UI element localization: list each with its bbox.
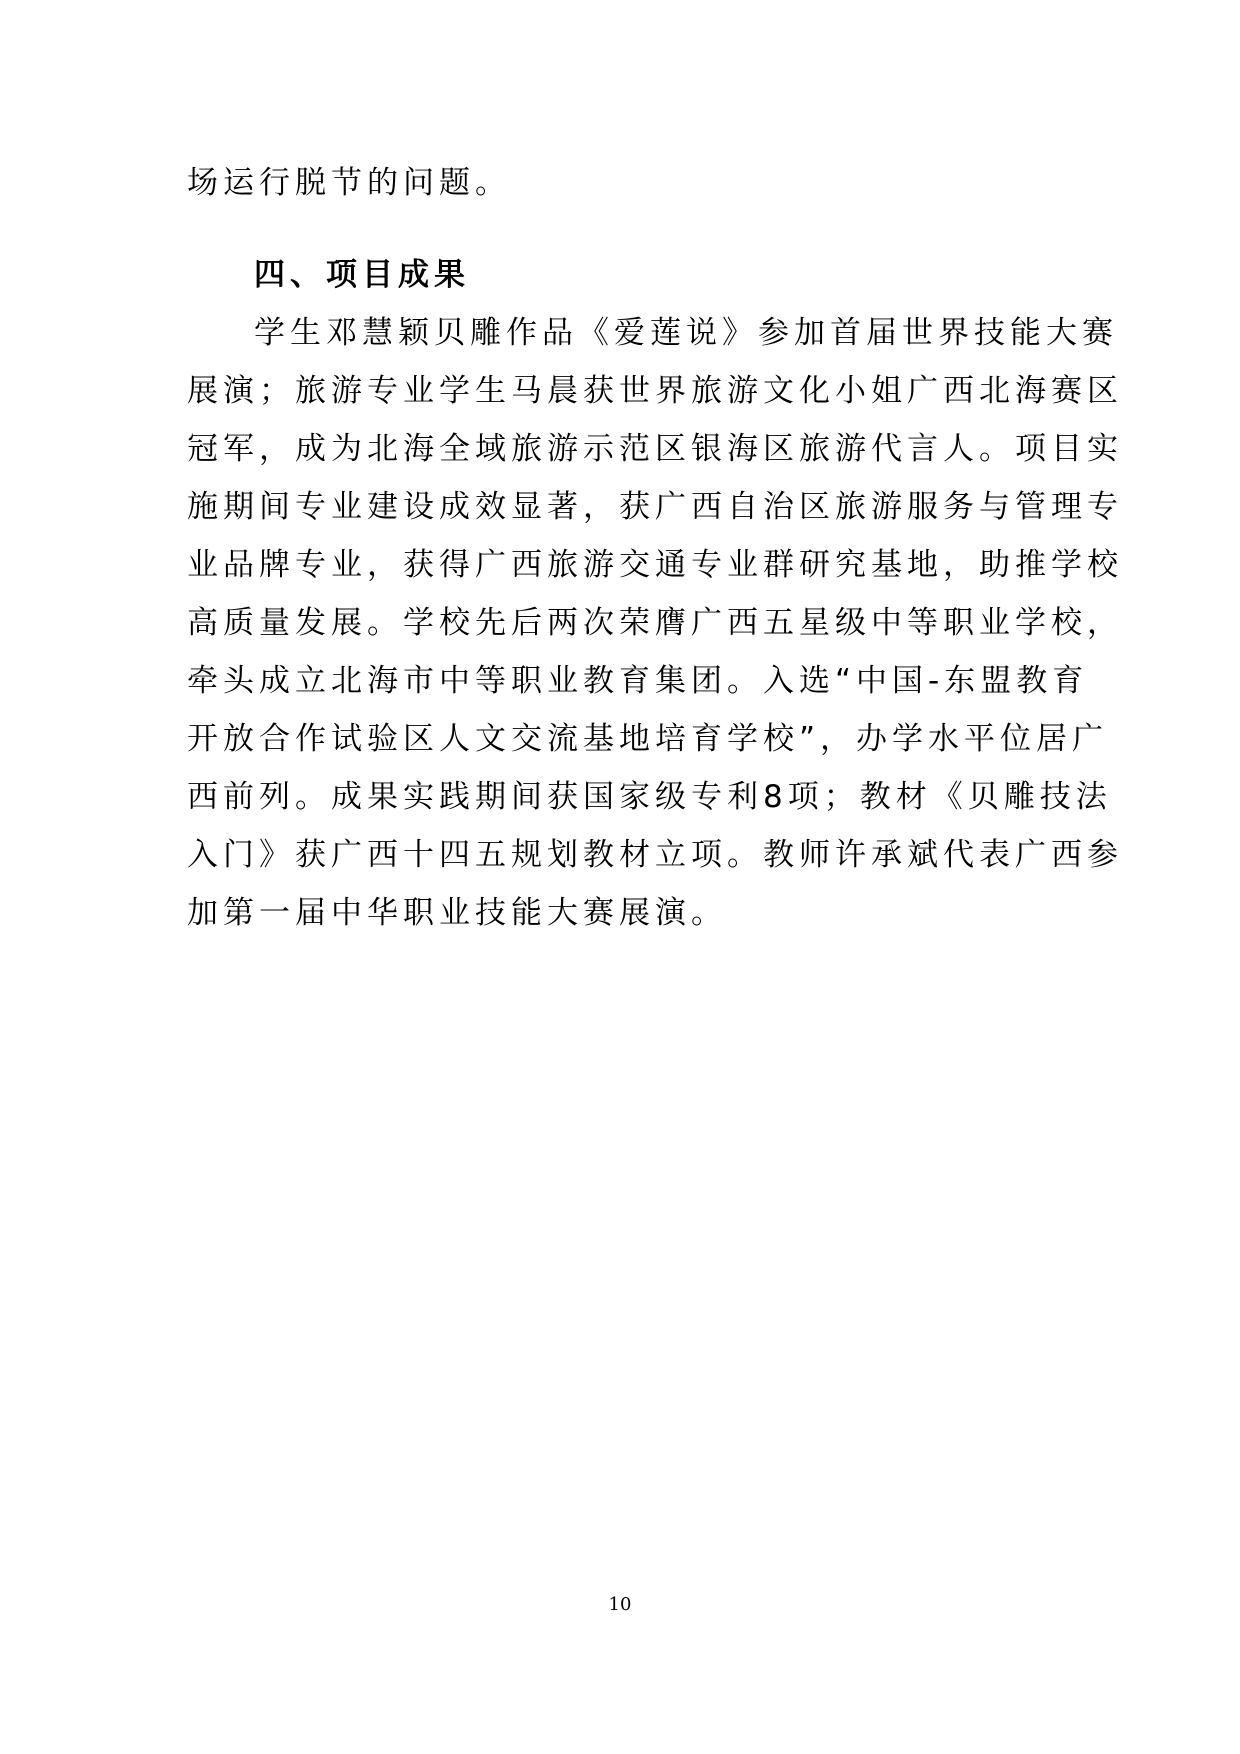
- continuation-line: 场运行脱节的问题。: [187, 165, 511, 201]
- paragraph-line: 业品牌专业，获得广西旅游交通专业群研究基地，助推学校: [187, 547, 1123, 583]
- paragraph-line: 加第一届中华职业技能大赛展演。: [187, 895, 727, 931]
- paragraph-line: 展演；旅游专业学生马晨获世界旅游文化小姐广西北海赛区: [187, 373, 1123, 409]
- paragraph-line: 开放合作试验区人文交流基地培育学校”，办学水平位居广: [187, 721, 1109, 757]
- paragraph-line: 高质量发展。学校先后两次荣膺广西五星级中等职业学校，: [187, 605, 1123, 641]
- paragraph-line: 施期间专业建设成效显著，获广西自治区旅游服务与管理专: [187, 489, 1123, 525]
- paragraph-line: 入门》获广西十四五规划教材立项。教师许承斌代表广西参: [187, 837, 1123, 873]
- paragraph-line: 学生邓慧颖贝雕作品《爱莲说》参加首届世界技能大赛: [254, 315, 1118, 351]
- page-number: 10: [608, 1594, 632, 1615]
- paragraph-line: 牵头成立北海市中等职业教育集团。入选“中国-东盟教育: [187, 663, 1089, 699]
- section-heading: 四、项目成果: [254, 257, 470, 293]
- paragraph-line: 冠军，成为北海全域旅游示范区银海区旅游代言人。项目实: [187, 431, 1123, 467]
- paragraph-line: 西前列。成果实践期间获国家级专利8项；教材《贝雕技法: [187, 779, 1112, 815]
